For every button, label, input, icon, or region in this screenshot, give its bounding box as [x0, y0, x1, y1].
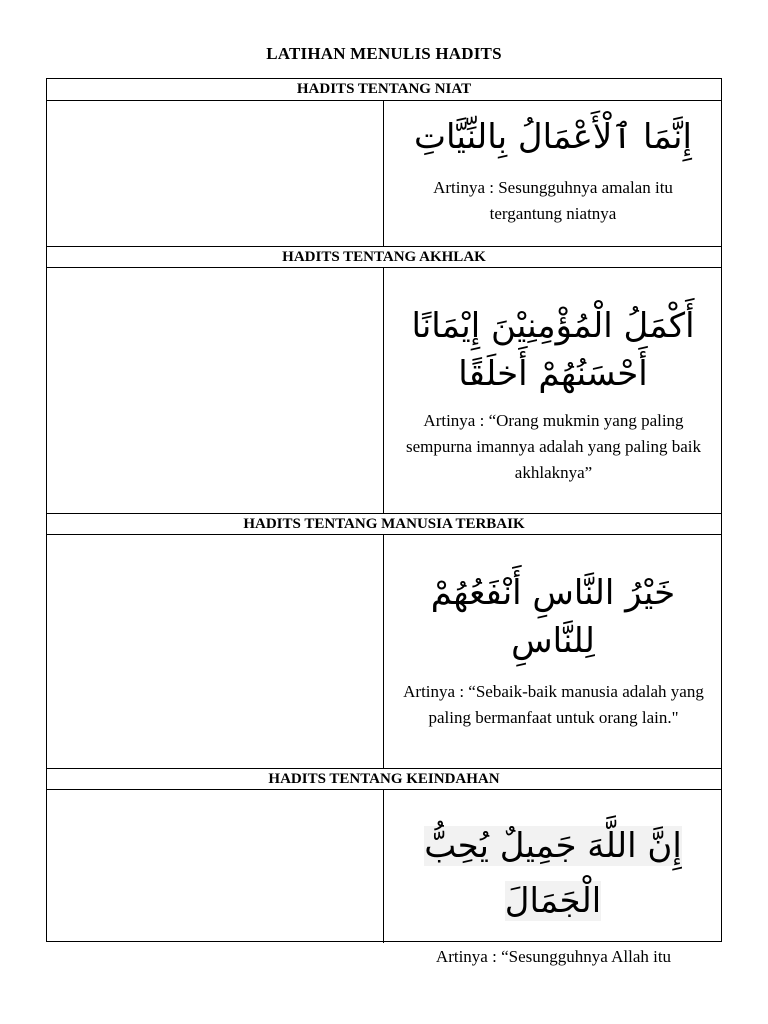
- hadith-cell-keindahan: [385, 790, 721, 966]
- translation-text: Artinya : “Sebaik-baik manusia adalah yang paling bermanfaat untuk orang lain.": [403, 682, 704, 727]
- writing-area-manusia-terbaik[interactable]: [47, 535, 384, 768]
- section-body-akhlak: [47, 268, 721, 513]
- section-body-niat: [47, 101, 721, 246]
- writing-area-niat[interactable]: [47, 101, 384, 246]
- document-title: LATIHAN MENULIS HADITS: [266, 44, 502, 63]
- arabic-line: إِنَّمَا ٱلْأَعْمَالُ بِالنِّيَّاتِ: [414, 117, 692, 157]
- arabic-line: أَحْسَنُهُمْ أَخلَقًا: [458, 354, 648, 394]
- hadith-cell-manusia-terbaik: [385, 535, 721, 768]
- arabic-line: الْجَمَالَ: [504, 881, 602, 921]
- arabic-line: خَيْرُ النَّاسِ أَنْفَعُهُمْ: [430, 573, 676, 613]
- arabic-line: أَكْمَلُ الْمُؤْمِنِيْنَ إِيْمَانًا: [411, 306, 695, 346]
- translation-text: Artinya : “Orang mukmin yang paling sempurna imannya adalah yang paling baik akhlaknya”: [405, 411, 702, 482]
- section-heading-akhlak: HADITS TENTANG AKHLAK: [47, 246, 721, 268]
- arabic-line: لِلنَّاسِ: [511, 621, 595, 661]
- translation-text: Artinya : Sesungguhnya amalan itu tergantung niatnya: [433, 178, 673, 223]
- writing-area-akhlak[interactable]: [47, 268, 384, 513]
- section-heading-niat: HADITS TENTANG NIAT: [47, 79, 721, 101]
- section-heading-manusia-terbaik: HADITS TENTANG MANUSIA TERBAIK: [47, 513, 721, 535]
- section-body-keindahan: [47, 790, 721, 966]
- hadith-table: [46, 78, 722, 966]
- arabic-line: إِنَّ اللَّهَ جَمِيلٌ يُحِبُّ: [424, 826, 682, 866]
- section-heading-keindahan: HADITS TENTANG KEINDAHAN: [47, 768, 721, 790]
- section-body-manusia-terbaik: [47, 535, 721, 768]
- hadith-cell-niat: [385, 101, 721, 246]
- translation-text: Artinya : “Sesungguhnya Allah itu: [435, 947, 672, 966]
- writing-area-keindahan[interactable]: [47, 790, 384, 943]
- hadith-cell-akhlak: [385, 268, 721, 513]
